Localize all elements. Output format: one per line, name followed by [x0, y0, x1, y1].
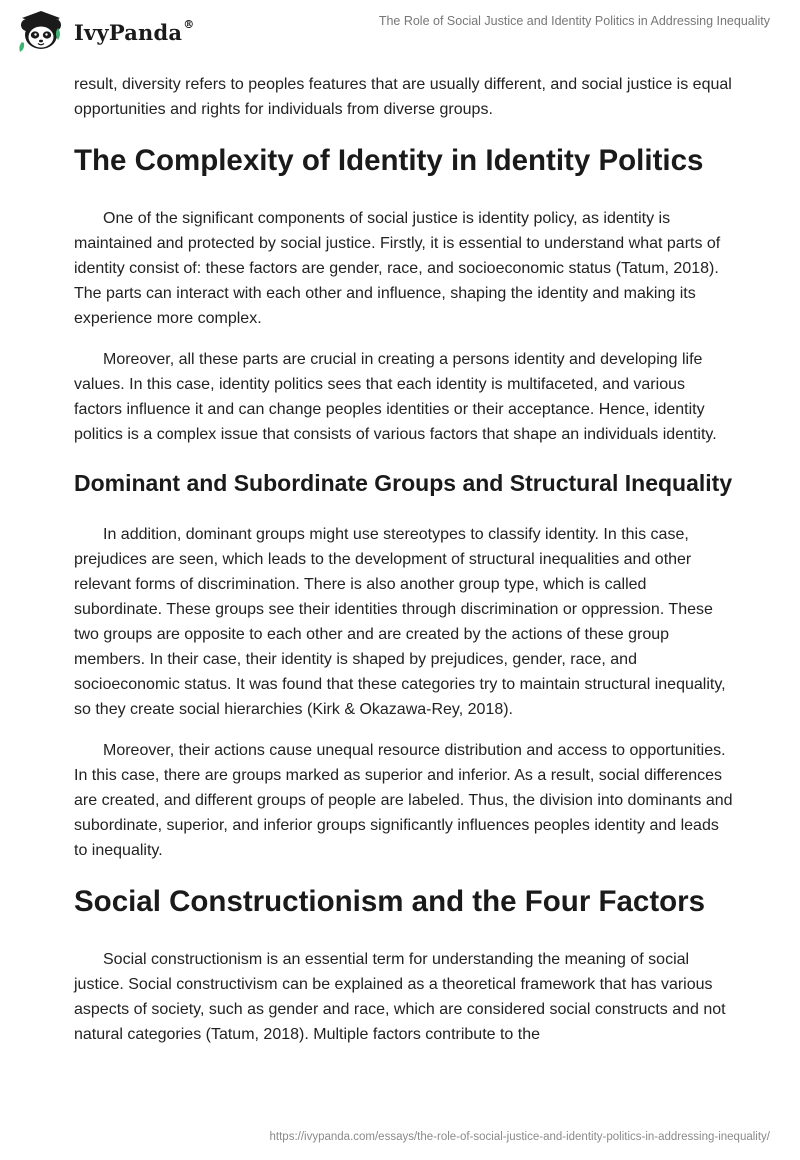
brand-name	[74, 17, 195, 45]
ivypanda-logo[interactable]	[14, 8, 194, 54]
source-url-link[interactable]: https://ivypanda.com/essays/the-role-of-social-justice-and-identity-politics-in-addressing-inequality/	[269, 1131, 770, 1143]
section1-paragraph-2: Moreover, all these parts are crucial in creating a persons identity and developing life values. In this case, identity politics sees that each identity is multifaceted, and various factors influence it and can change peoples identities or their acceptance. Hence, identity politics is a complex issue that consists of various factors that shape an individuals identity.	[74, 351, 717, 443]
section-heading-social-constructionism: Social Constructionism and the Four Factors	[74, 885, 706, 918]
registered-mark: ®	[183, 17, 195, 31]
section-heading-identity-complexity: The Complexity of Identity in Identity Politics	[74, 144, 704, 177]
section2-paragraph-2: Moreover, their actions cause unequal resource distribution and access to opportunities. In this case, there are groups marked as superior and inferior. As a result, social differences are created, and different groups of people are labeled. Thus, the division into dominants and subordinate, superior, and inferior groups significantly influences peoples identity and leads to inequality.	[74, 742, 733, 859]
section2-paragraph-1: In addition, dominant groups might use stereotypes to classify identity. In this case, prejudices are seen, which leads to the development of structural inequalities and other relevant forms of discrimination. There is also another group type, which is called subordinate. These groups see their identities through discrimination or oppression. These two groups are opposite to each other and are created by the actions of these group members. In their case, their identity is shaped by prejudices, gender, race, and socioeconomic status. It was found that these categories try to maintain structural inequality, so they create social hierarchies (Kirk & Okazawa-Rey, 2018).	[74, 526, 726, 718]
page-header	[0, 0, 800, 60]
panda-graduate-icon	[14, 8, 68, 54]
essay-content	[74, 72, 734, 1063]
section-heading-dominant-subordinate: Dominant and Subordinate Groups and Structural Inequality	[74, 470, 733, 496]
section1-paragraph-1: One of the significant components of social justice is identity policy, as identity is maintained and protected by social justice. Firstly, it is essential to understand what parts of identity consist of: these factors are gender, race, and socioeconomic status (Tatum, 2018). The parts can interact with each other and influence, shaping the identity and making its experience more complex.	[74, 210, 721, 327]
document-title: The Role of Social Justice and Identity Politics in Addressing Inequality	[378, 14, 770, 28]
brand-label: IvyPanda	[74, 19, 183, 45]
intro-paragraph: result, diversity refers to peoples features that are usually different, and social justice is equal opportunities and rights for individuals from diverse groups.	[74, 76, 732, 118]
section3-paragraph-1: Social constructionism is an essential term for understanding the meaning of social justice. Social constructivism can be explained as a theoretical framework that has various aspects of society, such as gender and race, which are considered social constructs and not natural categories (Tatum, 2018). Multiple factors contribute to the	[74, 951, 726, 1043]
